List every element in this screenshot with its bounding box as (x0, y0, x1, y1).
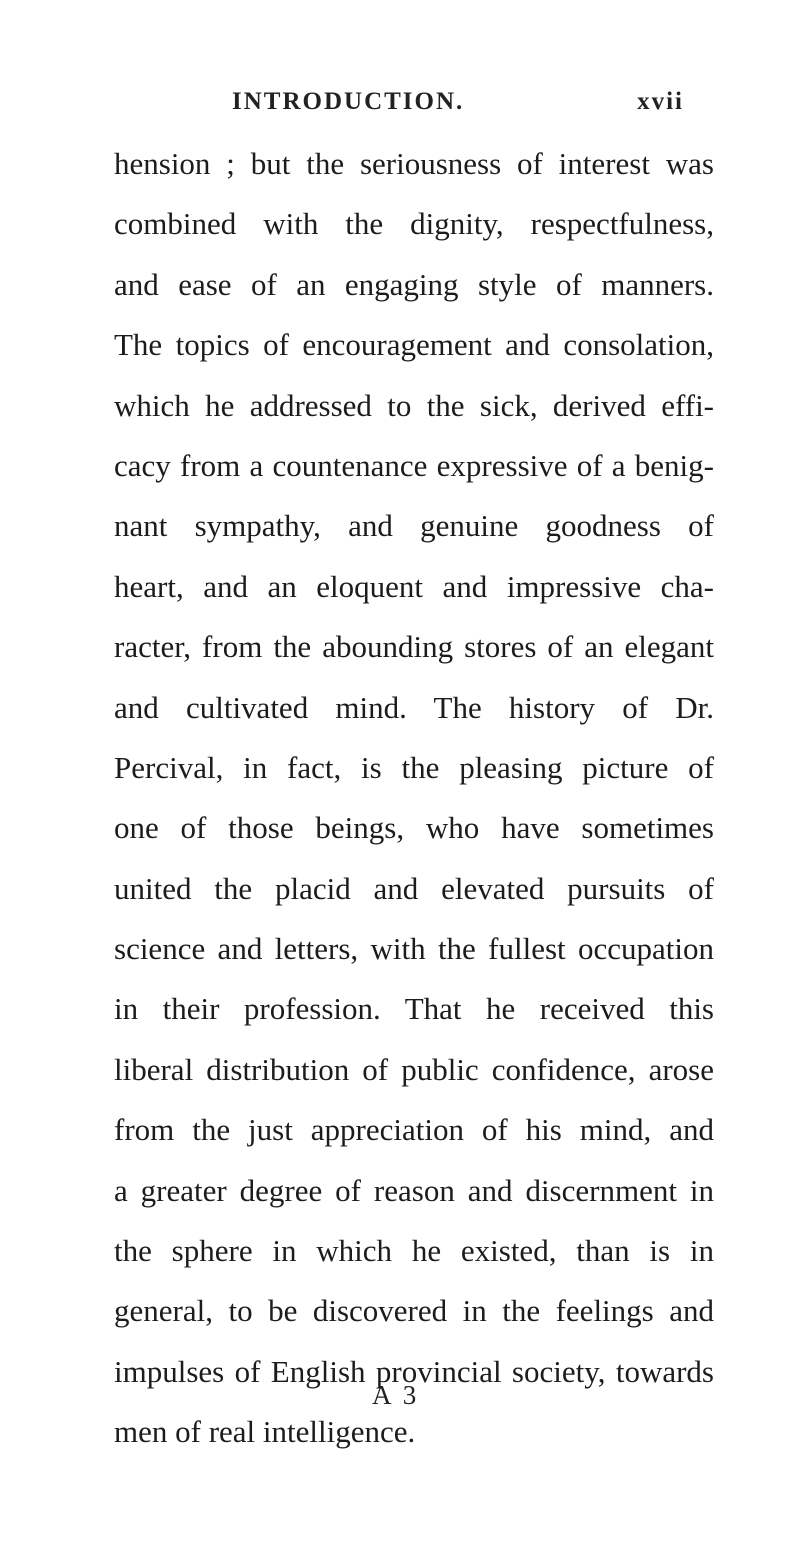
text-line: general, to be discovered in the feelings and (114, 1293, 714, 1329)
text-line: from the just appreciation of his mind, and (114, 1112, 714, 1148)
body-text (114, 134, 714, 1463)
text-line: liberal distribution of public confidence, arose (114, 1051, 714, 1087)
running-head-title: INTRODUCTION. (232, 88, 465, 115)
signature-mark: A 3 (372, 1380, 420, 1410)
text-line: the sphere in which he existed, than is in (114, 1233, 714, 1269)
text-line: cacy from a countenance expressive of a benig- (114, 447, 714, 483)
text-line: combined with the dignity, respectfulness, (114, 206, 714, 242)
text-line: hension ; but the seriousness of interest was (114, 146, 714, 181)
text-line: Percival, in fact, is the pleasing picture of (114, 749, 714, 785)
text-line: which he addressed to the sick, derived effi- (114, 387, 714, 423)
text-line: impulses of English provincial society, towards (114, 1353, 714, 1389)
text-line: and cultivated mind. The history of Dr. (114, 689, 714, 725)
text-line: in their profession. That he received this (114, 991, 714, 1027)
text-line: united the placid and elevated pursuits of (114, 870, 714, 906)
text-line: heart, and an eloquent and impressive cha- (114, 568, 714, 604)
text-line: a greater degree of reason and discernment in (114, 1172, 714, 1208)
text-line: science and letters, with the fullest occupation (114, 931, 714, 967)
text-line: one of those beings, who have sometimes (114, 810, 714, 846)
text-line: The topics of encouragement and consolation, (114, 327, 714, 363)
text-line: and ease of an engaging style of manners. (114, 266, 714, 302)
text-line: racter, from the abounding stores of an elegant (114, 629, 714, 665)
page-number: xvii (637, 88, 684, 115)
text-line: nant sympathy, and genuine goodness of (114, 508, 714, 544)
running-head (232, 88, 684, 116)
text-line: men of real intelligence. (114, 1414, 416, 1450)
